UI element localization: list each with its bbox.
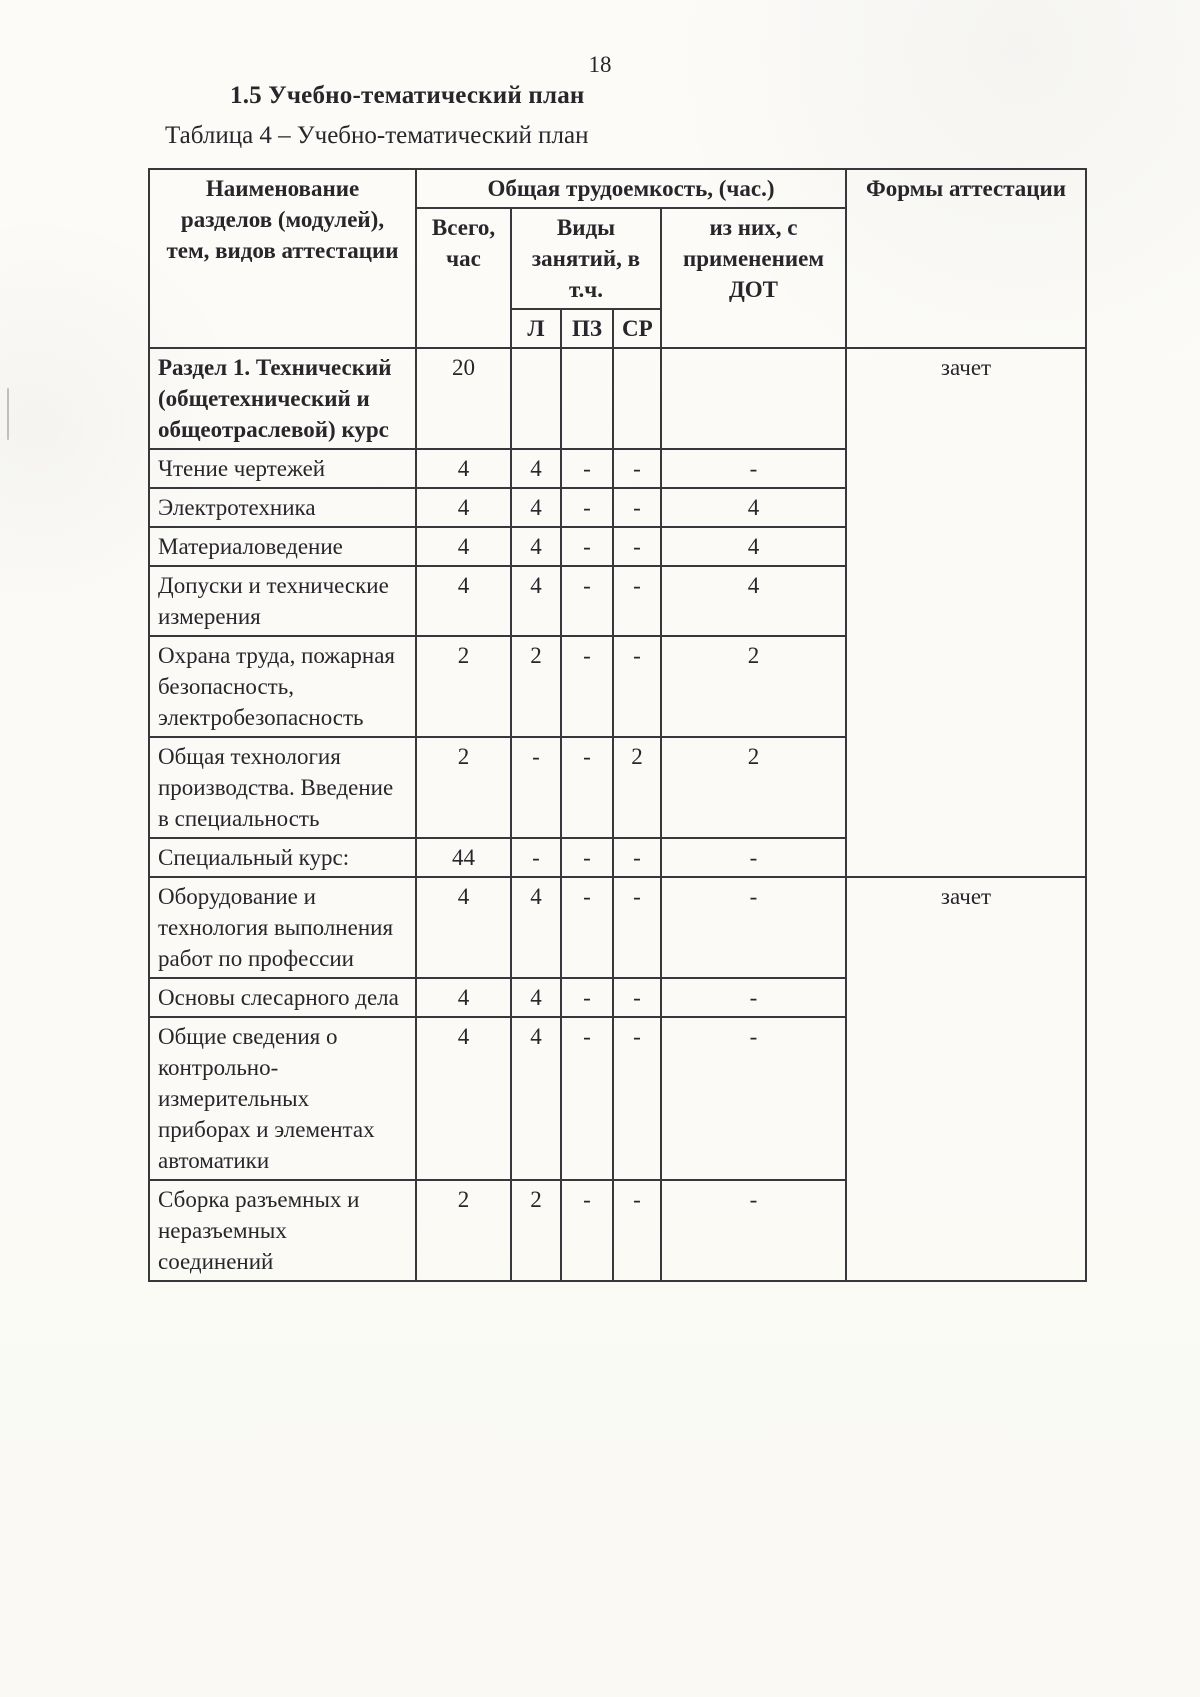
row-name-cell: Допуски и технические измерения (149, 566, 416, 636)
dot-cell (661, 348, 846, 449)
selfwork-cell: - (613, 636, 661, 737)
dot-cell: 4 (661, 566, 846, 636)
dot-cell: - (661, 1180, 846, 1281)
practice-cell: - (561, 877, 613, 978)
dot-cell: 2 (661, 636, 846, 737)
practice-cell: - (561, 1017, 613, 1180)
practice-cell (561, 348, 613, 449)
dot-cell: - (661, 978, 846, 1017)
selfwork-cell: 2 (613, 737, 661, 838)
header-col-name: Наименование разделов (модулей), тем, видов аттестации (149, 169, 416, 348)
header-col-workload-group: Общая трудоемкость, (час.) (416, 169, 846, 208)
practice-cell: - (561, 449, 613, 488)
row-name-cell: Сборка разъемных и неразъемных соединений (149, 1180, 416, 1281)
lectures-cell: - (511, 838, 561, 877)
lectures-cell: 4 (511, 1017, 561, 1180)
selfwork-cell: - (613, 488, 661, 527)
attestation-cell: зачет (846, 877, 1086, 1281)
total-hours-cell: 4 (416, 527, 511, 566)
curriculum-table (148, 168, 1087, 1282)
table-header (149, 169, 1086, 348)
selfwork-cell: - (613, 877, 661, 978)
section-heading: 1.5 Учебно-тематический план (230, 82, 585, 109)
header-col-total: Всего, час (416, 208, 511, 348)
dot-cell: 4 (661, 488, 846, 527)
row-name-cell: Чтение чертежей (149, 449, 416, 488)
total-hours-cell: 4 (416, 877, 511, 978)
row-name-cell: Электротехника (149, 488, 416, 527)
table-row (149, 877, 1086, 978)
total-hours-cell: 2 (416, 1180, 511, 1281)
dot-cell: 2 (661, 737, 846, 838)
practice-cell: - (561, 566, 613, 636)
table-row (149, 348, 1086, 449)
page-number: 18 (588, 52, 612, 77)
header-col-forms: Формы аттестации (846, 169, 1086, 348)
total-hours-cell: 20 (416, 348, 511, 449)
total-hours-cell: 4 (416, 488, 511, 527)
header-col-l: Л (511, 309, 561, 348)
row-name-cell: Специальный курс: (149, 838, 416, 877)
practice-cell: - (561, 737, 613, 838)
row-name-cell: Раздел 1. Технический (общетехнический и общеотраслевой) курс (149, 348, 416, 449)
selfwork-cell: - (613, 978, 661, 1017)
dot-cell: - (661, 838, 846, 877)
lectures-cell: 4 (511, 449, 561, 488)
selfwork-cell: - (613, 1180, 661, 1281)
scan-artifact (7, 388, 9, 440)
practice-cell: - (561, 838, 613, 877)
lectures-cell: 4 (511, 566, 561, 636)
header-col-pz: ПЗ (561, 309, 613, 348)
row-name-cell: Оборудование и технология выполнения работ по профессии (149, 877, 416, 978)
row-name-cell: Охрана труда, пожарная безопасность, электробезопасность (149, 636, 416, 737)
total-hours-cell: 2 (416, 636, 511, 737)
lectures-cell (511, 348, 561, 449)
selfwork-cell: - (613, 527, 661, 566)
lectures-cell: 4 (511, 527, 561, 566)
row-name-cell: Общие сведения о контрольно-измерительных приборах и элементах автоматики (149, 1017, 416, 1180)
total-hours-cell: 2 (416, 737, 511, 838)
header-row-1 (149, 169, 1086, 208)
plan-table-body (149, 348, 1086, 1281)
selfwork-cell: - (613, 1017, 661, 1180)
header-col-sr: СР (613, 309, 661, 348)
total-hours-cell: 4 (416, 449, 511, 488)
table-caption: Таблица 4 – Учебно-тематический план (165, 122, 589, 149)
practice-cell: - (561, 488, 613, 527)
lectures-cell: 4 (511, 978, 561, 1017)
practice-cell: - (561, 527, 613, 566)
total-hours-cell: 4 (416, 978, 511, 1017)
attestation-cell: зачет (846, 348, 1086, 877)
row-name-cell: Общая технология производства. Введение в специальность (149, 737, 416, 838)
header-col-types: Виды занятий, в т.ч. (511, 208, 661, 309)
lectures-cell: 4 (511, 877, 561, 978)
dot-cell: - (661, 449, 846, 488)
total-hours-cell: 44 (416, 838, 511, 877)
row-name-cell: Основы слесарного дела (149, 978, 416, 1017)
selfwork-cell: - (613, 449, 661, 488)
practice-cell: - (561, 1180, 613, 1281)
practice-cell: - (561, 636, 613, 737)
dot-cell: - (661, 877, 846, 978)
selfwork-cell (613, 348, 661, 449)
dot-cell: 4 (661, 527, 846, 566)
lectures-cell: - (511, 737, 561, 838)
selfwork-cell: - (613, 838, 661, 877)
selfwork-cell: - (613, 566, 661, 636)
lectures-cell: 2 (511, 1180, 561, 1281)
header-col-dot: из них, с применением ДОТ (661, 208, 846, 348)
row-name-cell: Материаловедение (149, 527, 416, 566)
lectures-cell: 4 (511, 488, 561, 527)
total-hours-cell: 4 (416, 1017, 511, 1180)
dot-cell: - (661, 1017, 846, 1180)
lectures-cell: 2 (511, 636, 561, 737)
practice-cell: - (561, 978, 613, 1017)
total-hours-cell: 4 (416, 566, 511, 636)
